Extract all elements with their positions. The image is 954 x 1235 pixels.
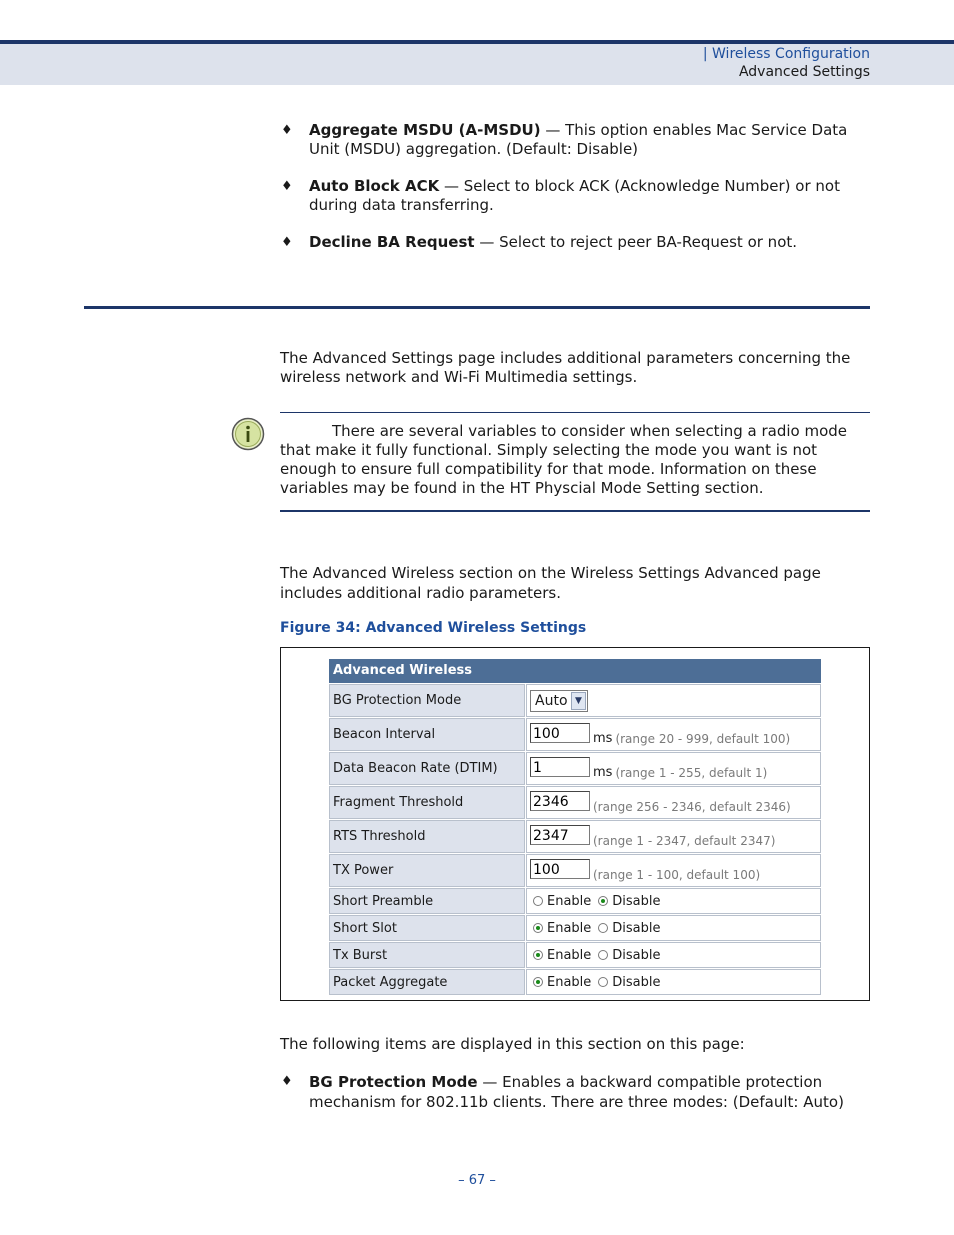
diamond-bullet-icon: ♦ bbox=[281, 179, 293, 194]
disable-label: Disable bbox=[612, 974, 661, 990]
enable-label: Enable bbox=[547, 893, 592, 909]
bullet-decline-ba bbox=[281, 233, 871, 252]
note-top-rule bbox=[280, 412, 870, 413]
row-label: Short Slot bbox=[329, 915, 525, 941]
row-value bbox=[526, 718, 821, 751]
chevron-down-icon[interactable]: ▼ bbox=[571, 692, 586, 710]
enable-radio[interactable] bbox=[533, 977, 543, 987]
disable-radio[interactable] bbox=[598, 977, 608, 987]
bullet-amsdu bbox=[281, 121, 871, 159]
disable-label: Disable bbox=[612, 920, 661, 936]
row-fragment-threshold bbox=[329, 786, 821, 819]
page-number: – 67 – bbox=[458, 1173, 496, 1188]
row-label: BG Protection Mode bbox=[329, 684, 525, 717]
header-section-title: | Wireless Configuration bbox=[702, 46, 870, 62]
row-label: RTS Threshold bbox=[329, 820, 525, 853]
bullet-term: Aggregate MSDU (A-MSDU) bbox=[309, 121, 541, 139]
enable-label: Enable bbox=[547, 920, 592, 936]
disable-label: Disable bbox=[612, 947, 661, 963]
bullet-bg-protection bbox=[281, 1072, 871, 1112]
row-value bbox=[526, 969, 821, 995]
bullet-auto-block-ack bbox=[281, 177, 871, 215]
row-beacon-interval bbox=[329, 718, 821, 751]
row-value bbox=[526, 786, 821, 819]
enable-radio[interactable] bbox=[533, 896, 543, 906]
row-label: Short Preamble bbox=[329, 888, 525, 914]
range-hint: (range 20 - 999, default 100) bbox=[615, 731, 791, 746]
fragment-threshold-input[interactable]: 2346 bbox=[530, 791, 590, 811]
disable-radio[interactable] bbox=[598, 950, 608, 960]
row-short-preamble bbox=[329, 888, 821, 914]
disable-label: Disable bbox=[612, 893, 661, 909]
enable-label: Enable bbox=[547, 947, 592, 963]
section-divider bbox=[84, 306, 870, 309]
items-intro-paragraph: The following items are displayed in this section on this page: bbox=[280, 1035, 745, 1053]
enable-radio[interactable] bbox=[533, 950, 543, 960]
row-label: Data Beacon Rate (DTIM) bbox=[329, 752, 525, 785]
bullet-term: BG Protection Mode bbox=[309, 1073, 478, 1091]
tx-power-input[interactable]: 100 bbox=[530, 859, 590, 879]
row-value bbox=[526, 915, 821, 941]
row-packet-aggregate bbox=[329, 969, 821, 995]
dtim-input[interactable]: 1 bbox=[530, 757, 590, 777]
figure-caption: Figure 34: Advanced Wireless Settings bbox=[280, 620, 587, 636]
range-hint: (range 1 - 2347, default 2347) bbox=[593, 833, 776, 848]
select-value: Auto bbox=[535, 692, 568, 709]
advanced-wireless-table bbox=[329, 659, 821, 995]
row-tx-burst bbox=[329, 942, 821, 968]
row-value bbox=[526, 888, 821, 914]
diamond-bullet-icon: ♦ bbox=[281, 1074, 293, 1089]
bullet-term: Decline BA Request bbox=[309, 233, 475, 251]
range-hint: (range 1 - 255, default 1) bbox=[615, 765, 768, 780]
row-label: Tx Burst bbox=[329, 942, 525, 968]
row-label: TX Power bbox=[329, 854, 525, 887]
row-value bbox=[526, 752, 821, 785]
beacon-interval-input[interactable]: 100 bbox=[530, 723, 590, 743]
range-hint: (range 1 - 100, default 100) bbox=[593, 867, 761, 882]
enable-label: Enable bbox=[547, 974, 592, 990]
row-label: Fragment Threshold bbox=[329, 786, 525, 819]
bullet-desc: — Select to block ACK (Acknowledge Number) or not during data transferring. bbox=[309, 177, 840, 214]
row-value bbox=[526, 854, 821, 887]
row-value bbox=[526, 684, 821, 717]
bullet-desc: — Enables a backward compatible protection mechanism for 802.11b clients. There are three modes: (Default: Auto) bbox=[309, 1073, 844, 1111]
bullet-term: Auto Block ACK bbox=[309, 177, 440, 195]
row-tx-power bbox=[329, 854, 821, 887]
unit-label: ms bbox=[593, 731, 613, 746]
diamond-bullet-icon: ♦ bbox=[281, 235, 293, 250]
row-rts-threshold bbox=[329, 820, 821, 853]
intro-paragraph: The Advanced Settings page includes additional parameters concerning the wireless network and Wi-Fi Multimedia settings. bbox=[280, 349, 851, 386]
row-label: Packet Aggregate bbox=[329, 969, 525, 995]
section-intro-paragraph: The Advanced Wireless section on the Wireless Settings Advanced page includes additional radio parameters. bbox=[280, 564, 821, 602]
row-short-slot bbox=[329, 915, 821, 941]
range-hint: (range 256 - 2346, default 2346) bbox=[593, 799, 791, 814]
bullet-desc: — This option enables Mac Service Data Unit (MSDU) aggregation. (Default: Disable) bbox=[309, 121, 848, 158]
note-bottom-rule bbox=[280, 510, 870, 512]
bg-protection-select[interactable] bbox=[530, 690, 588, 712]
disable-radio[interactable] bbox=[598, 923, 608, 933]
row-value bbox=[526, 820, 821, 853]
row-dtim bbox=[329, 752, 821, 785]
table-title: Advanced Wireless bbox=[329, 659, 821, 683]
enable-radio[interactable] bbox=[533, 923, 543, 933]
bullet-desc: — Select to reject peer BA-Request or not. bbox=[474, 233, 798, 251]
info-icon bbox=[231, 417, 265, 451]
disable-radio[interactable] bbox=[598, 896, 608, 906]
header-subsection-title: Advanced Settings bbox=[738, 64, 870, 80]
diamond-bullet-icon: ♦ bbox=[281, 123, 293, 138]
row-bg-protection bbox=[329, 684, 821, 717]
row-value bbox=[526, 942, 821, 968]
rts-threshold-input[interactable]: 2347 bbox=[530, 825, 590, 845]
unit-label: ms bbox=[593, 765, 613, 780]
note-text: There are several variables to consider when selecting a radio mode that make it fully functional. Simply selecting the mode you want is not enough to ensure full compatibility for that mode. Information on these variables may be found in the HT Physcial Mode Setting section. bbox=[280, 422, 848, 497]
row-label: Beacon Interval bbox=[329, 718, 525, 751]
